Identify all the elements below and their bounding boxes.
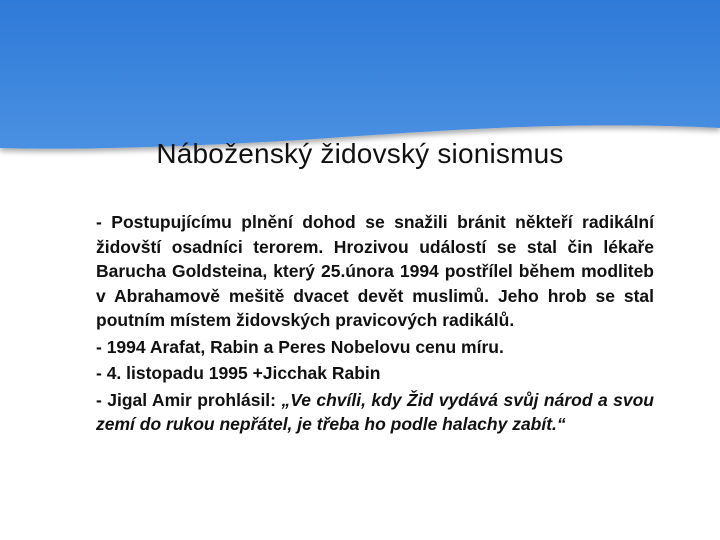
paragraph-goldstein: - Postupujícímu plnění dohod se snažili bránit někteří radikální židovští osadníci terorem. Hrozivou událostí se stal čin lékaře Barucha Goldsteina, který 25.února 1994 postřílel během modliteb v Abrahamově mešitě dvacet devět muslimů. Jeho hrob se stal poutním místem židovských pravicových radikálů. — [96, 212, 654, 330]
slide-title: Náboženský židovský sionismus — [156, 138, 564, 169]
paragraph-amir — [96, 388, 654, 437]
slide-body — [96, 210, 654, 439]
amir-prefix: - Jigal Amir prohlásil: — [96, 389, 282, 410]
header-wave-band — [0, 0, 720, 160]
paragraph-nobel: - 1994 Arafat, Rabin a Peres Nobelovu cenu míru. — [96, 336, 504, 357]
amir-quote: „Ve chvíli, kdy Žid vydává svůj národ a svou zemí do rukou nepřátel, je třeba ho podle halachy zabít.“ — [96, 389, 654, 434]
paragraph-rabin: - 4. listopadu 1995 +Jicchak Rabin — [96, 363, 381, 383]
